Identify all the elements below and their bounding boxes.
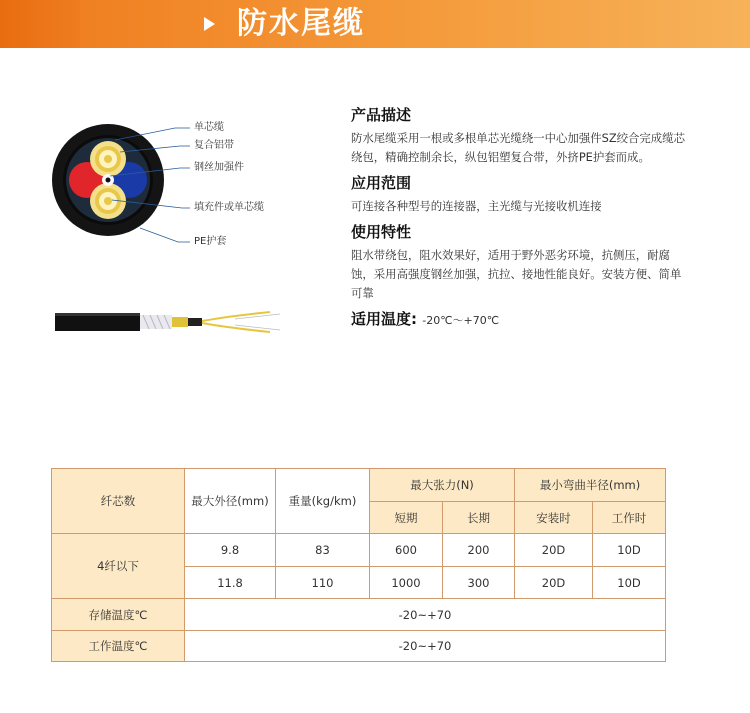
- temperature-label: 适用温度:: [351, 310, 417, 328]
- header-max-od: 最大外径(mm): [185, 469, 276, 534]
- storage-temp-label: 存储温度℃: [52, 599, 185, 631]
- temperature-row: [351, 309, 691, 331]
- application-heading: 应用范围: [351, 174, 412, 192]
- cell-od: 11.8: [185, 567, 276, 599]
- spec-table: [51, 468, 666, 662]
- table-row: [52, 631, 666, 662]
- group-label-cell: 4纤以下: [52, 534, 185, 599]
- header-installation: 安装时: [515, 502, 593, 534]
- header-min-bend-radius: 最小弯曲半径(mm): [515, 469, 666, 502]
- cable-cross-section-diagram: [50, 122, 170, 242]
- header-short-term: 短期: [370, 502, 443, 534]
- cell-long-tension: 300: [443, 567, 515, 599]
- label-single-core-cable: 单芯缆: [194, 122, 224, 133]
- header-long-term: 长期: [443, 502, 515, 534]
- cell-long-tension: 200: [443, 534, 515, 567]
- play-arrow-icon: [204, 17, 215, 31]
- page-title: 防水尾缆: [237, 6, 365, 41]
- label-aluminum-tape: 复合铝带: [194, 140, 234, 151]
- banner-accent: [0, 0, 80, 48]
- storage-temp-value: -20~+70: [185, 599, 666, 631]
- label-steel-wire: 钢丝加强件: [194, 162, 244, 173]
- temperature-value: -20℃～+70℃: [422, 314, 500, 327]
- cell-install-bend: 20D: [515, 534, 593, 567]
- label-pe-jacket: PE护套: [194, 236, 227, 247]
- title-banner: [0, 0, 750, 48]
- header-fiber-count: 纤芯数: [52, 469, 185, 534]
- table-row: [52, 599, 666, 631]
- table-header-row: [52, 469, 666, 502]
- product-description-heading: 产品描述: [351, 106, 412, 124]
- features-heading: 使用特性: [351, 223, 412, 241]
- cell-weight: 110: [276, 567, 370, 599]
- product-description-text: 防水尾缆采用一根或多根单芯光缆绕一中心加强件SZ绞合完成缆芯绕包，精确控制余长，纵包铝塑复合带，外挤PE护套而成。: [351, 131, 685, 164]
- cell-short-tension: 1000: [370, 567, 443, 599]
- table-row: [52, 534, 666, 567]
- cell-work-bend: 10D: [593, 534, 666, 567]
- label-filler: 填充件或单芯缆: [194, 202, 264, 213]
- operating-temp-value: -20~+70: [185, 631, 666, 662]
- cell-od: 9.8: [185, 534, 276, 567]
- cell-weight: 83: [276, 534, 370, 567]
- cell-install-bend: 20D: [515, 567, 593, 599]
- cable-side-view-image: [55, 302, 295, 342]
- operating-temp-label: 工作温度℃: [52, 631, 185, 662]
- cell-work-bend: 10D: [593, 567, 666, 599]
- description-section: [351, 105, 691, 331]
- cell-short-tension: 600: [370, 534, 443, 567]
- application-text: 可连接各种型号的连接器，主光缆与光接收机连接: [351, 199, 602, 213]
- header-operation: 工作时: [593, 502, 666, 534]
- header-weight: 重量(kg/km): [276, 469, 370, 534]
- features-text: 阻水带绕包，阻水效果好，适用于野外恶劣环境，抗侧压，耐腐蚀，采用高强度钢丝加强，抗拉、接地性能良好。安装方便、简单可靠: [351, 248, 682, 300]
- header-max-tension: 最大张力(N): [370, 469, 515, 502]
